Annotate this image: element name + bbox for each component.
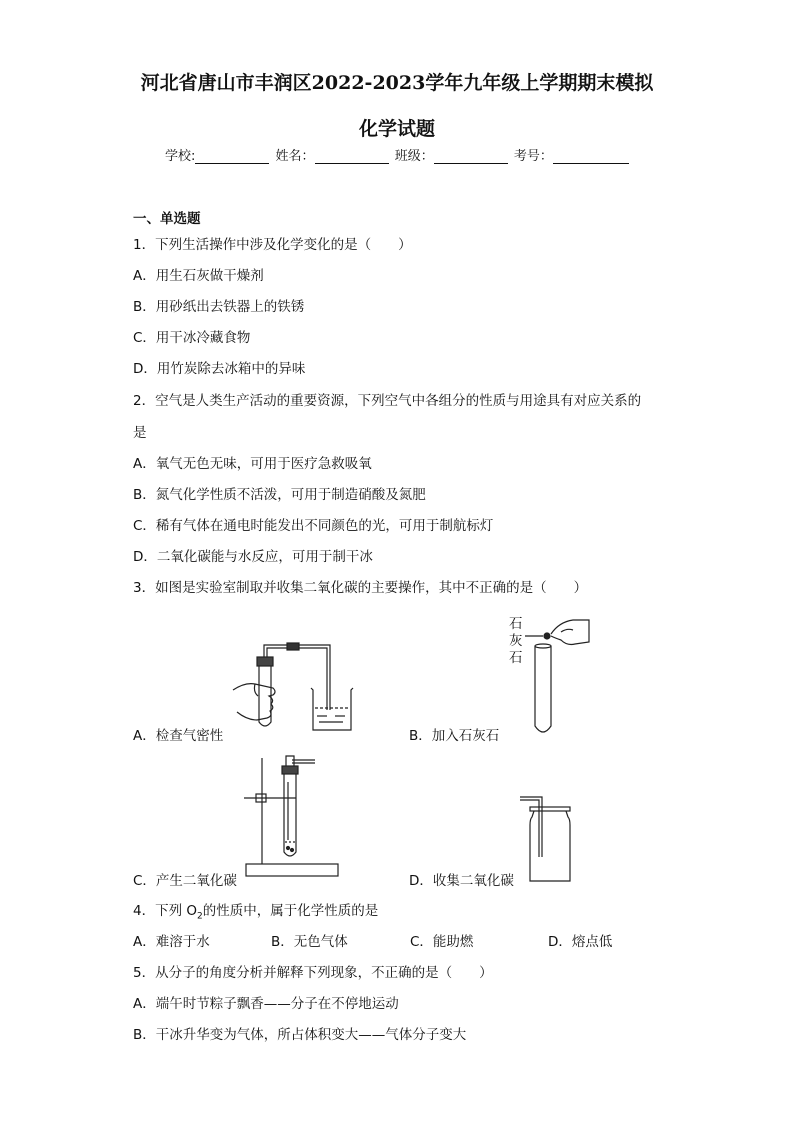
q2-stem-line2: 是 xyxy=(133,425,147,441)
name-label: 姓名： xyxy=(275,149,315,164)
q4-option-a[interactable]: A．难溶于水 xyxy=(133,934,210,950)
exam-title: 河北省唐山市丰润区2022-2023学年九年级上学期期末模拟 xyxy=(140,72,654,94)
q4-option-d[interactable]: D．熔点低 xyxy=(548,934,613,950)
q4-option-b[interactable]: B．无色气体 xyxy=(271,934,348,950)
q4-options-row xyxy=(133,930,693,950)
student-info-row xyxy=(165,145,631,164)
q2-option-c[interactable]: C．稀有气体在通电时能发出不同颜色的光，可用于制航标灯 xyxy=(133,518,494,534)
school-label: 学校: xyxy=(165,149,196,164)
q3-stem: 3．如图是实验室制取并收集二氧化碳的主要操作，其中不正确的是（ ） xyxy=(133,580,588,596)
q2-option-d[interactable]: D．二氧化碳能与水反应，可用于制干冰 xyxy=(133,549,373,565)
q3-option-b[interactable]: B．加入石灰石 xyxy=(409,728,500,744)
q1-option-a[interactable]: A．用生石灰做干燥剂 xyxy=(133,268,264,284)
q3-option-d[interactable]: D．收集二氧化碳 xyxy=(409,873,514,889)
number-label: 考号： xyxy=(513,149,553,164)
exam-subtitle: 化学试题 xyxy=(358,118,435,140)
q5-option-b[interactable]: B．干冰升华变为气体，所占体积变大——气体分子变大 xyxy=(133,1027,467,1043)
q1-option-d[interactable]: D．用竹炭除去冰箱中的异味 xyxy=(133,361,306,377)
limestone-label: 石 灰 石 xyxy=(509,616,523,666)
q5-stem: 5．从分子的角度分析并解释下列现象，不正确的是（ ） xyxy=(133,965,493,981)
number-blank[interactable] xyxy=(553,149,629,164)
q2-stem-line1: 2．空气是人类生产活动的重要资源，下列空气中各组分的性质与用途具有对应关系的 xyxy=(133,393,642,409)
figure-airtightness-check xyxy=(225,640,365,735)
section-title: 一、单选题 xyxy=(133,211,201,227)
class-blank[interactable] xyxy=(434,149,508,164)
q1-option-c[interactable]: C．用干冰冷藏食物 xyxy=(133,330,251,346)
figure-produce-co2 xyxy=(240,752,345,884)
school-blank[interactable] xyxy=(195,149,269,164)
figure-collect-co2 xyxy=(518,795,578,885)
q3-option-a[interactable]: A．检查气密性 xyxy=(133,728,224,744)
q1-stem: 1．下列生活操作中涉及化学变化的是（ ） xyxy=(133,237,412,253)
name-blank[interactable] xyxy=(315,149,389,164)
q4-stem: 4．下列 $O_2$的性质中，属于化学性质的是 xyxy=(133,903,379,922)
q5-option-a[interactable]: A．端午时节粽子飘香——分子在不停地运动 xyxy=(133,996,399,1012)
q1-option-b[interactable]: B．用砂纸出去铁器上的铁锈 xyxy=(133,299,305,315)
figure-add-limestone xyxy=(525,614,597,738)
q3-option-c[interactable]: C．产生二氧化碳 xyxy=(133,873,237,889)
q4-option-c[interactable]: C．能助燃 xyxy=(410,934,474,950)
class-label: 班级： xyxy=(394,149,434,164)
q2-option-b[interactable]: B．氮气化学性质不活泼，可用于制造硝酸及氮肥 xyxy=(133,487,426,503)
q2-option-a[interactable]: A．氧气无色无味，可用于医疗急救吸氧 xyxy=(133,456,372,472)
